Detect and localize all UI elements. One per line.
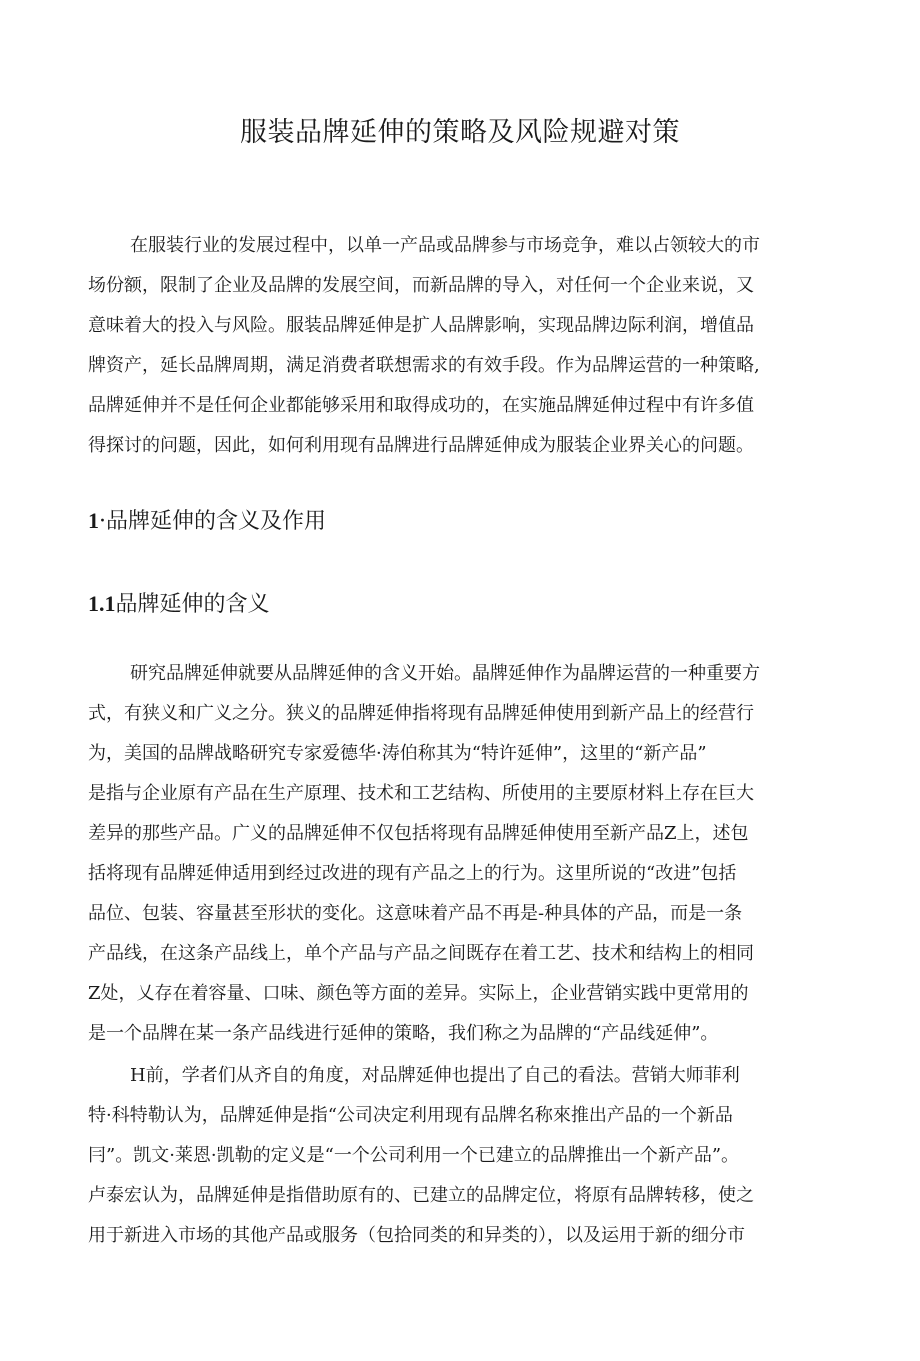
subsection-title: 品牌延伸的含义 xyxy=(115,592,270,617)
para1-line-2: 式，有狭义和广义之分。狭义的品牌延伸指将现有品牌延伸使用到新产品上的经营行 xyxy=(88,703,754,724)
subsection-heading-1-1 xyxy=(88,587,270,618)
para2-line-1: H前，学者们从齐自的角度，对品牌延伸也提出了自己的看法。营销大师菲利 xyxy=(130,1065,740,1086)
para1-line-6: 括将现有品牌延伸适用到经过改进的现有产品之上的行为。这里所说的“改进”包括 xyxy=(88,863,737,884)
section-title: ·品牌延伸的含义及作用 xyxy=(99,509,326,534)
section-heading-1 xyxy=(88,504,326,535)
intro-line-3: 意味着大的投入与风险。服装品牌延伸是扩人品牌影响，实现品牌边际利润，增值品 xyxy=(88,315,754,336)
section-number: 1 xyxy=(88,508,99,533)
document-title: 服装品牌延伸的策略及风险规避对策 xyxy=(240,117,680,148)
intro-line-6: 得探讨的问题，因此，如何利用现有品牌进行品牌延伸成为服装企业界关心的问题。 xyxy=(88,435,754,456)
para2-line-2: 特·科特勒认为，品牌延伸是指“公司决定利用现有品牌名称來推出产品的一个新品 xyxy=(88,1105,733,1126)
para1-line-8: 产品线，在这条产品线上，单个产品与产品之间既存在着工艺、技术和结构上的相同 xyxy=(88,943,754,964)
para1-line-9: Z处，乂存在着容量、口味、颜色等方面的差异。实际上，企业营销实践中更常用的 xyxy=(88,983,749,1004)
para1-line-3: 为，美国的品牌战略研究专家爱德华·涛伯称其为“特许延伸”，这里的“新产品” xyxy=(88,743,707,764)
para2-line-3: 冃”。凯文·莱恩·凯勒的定义是“一个公司利用一个已建立的品牌推出一个新产品”。 xyxy=(88,1145,740,1166)
para1-line-4: 是指与企业原有产品在生产原理、技术和工艺结构、所使用的主要原材料上存在巨大 xyxy=(88,783,754,804)
intro-line-5: 品牌延伸并不是任何企业都能够采用和取得成功的，在实施品牌延伸过程中有许多值 xyxy=(88,395,754,416)
para1-line-10: 是一个品牌在某一条产品线进行延伸的策略，我们称之为品牌的“产品线延伸”。 xyxy=(88,1023,719,1044)
para2-line-4: 卢泰宏认为，品牌延伸是指借助原有的、已建立的品牌定位，将原有品牌转移，使之 xyxy=(88,1185,754,1206)
subsection-number: 1.1 xyxy=(88,591,116,616)
para1-line-7: 品位、包装、容量甚至形状的变化。这意味着产品不再是-种具体的产品，而是一条 xyxy=(88,903,743,924)
intro-line-1: 在服装行业的发展过程中，以单一产品或品牌参与市场竞争，难以占领较大的市 xyxy=(130,235,760,256)
para2-line-5: 用于新进入市场的其他产品或服务（包拾同类的和异类的），以及运用于新的细分市 xyxy=(88,1225,745,1246)
intro-line-2: 场份额，限制了企业及品牌的发展空间，而新品牌的导入，对任何一个企业来说，又 xyxy=(88,275,754,296)
para1-line-5: 差异的那些产品。广义的品牌延伸不仅包括将现有品牌延伸使用至新产品Z上，述包 xyxy=(88,823,749,844)
para1-line-1: 研究品牌延伸就要从品牌延伸的含义开始。晶牌延伸作为晶牌运营的一种重要方 xyxy=(130,663,760,684)
intro-line-4: 牌资产，延长品牌周期，满足消费者联想需求的有效手段。作为品牌运营的一种策略, xyxy=(88,355,760,376)
